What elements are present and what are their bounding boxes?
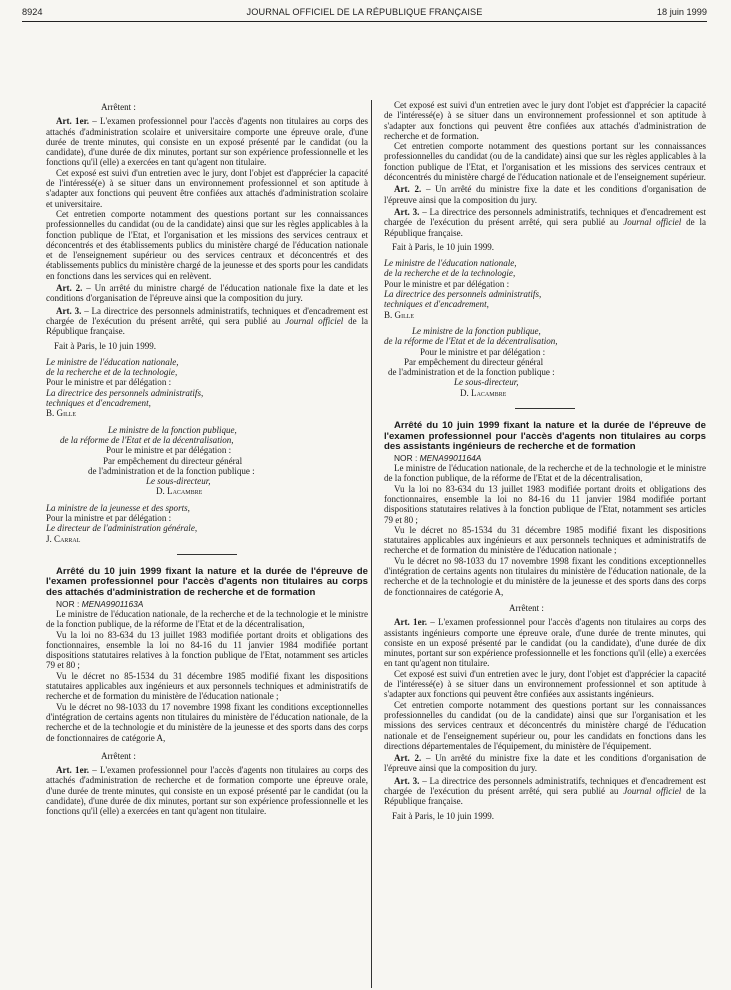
visa: Vu le décret no 98-1033 du 17 novembre 1998 fixant les conditions exceptionnelles d'intégration de certains agents non titulaires du ministère de l'éducation nationale, de la recherche et de la technologie et du ministère de la jeunesse et des sports dans des corps de fonctionnaires de catégorie A, <box>46 701 368 743</box>
article-label: Art. 2. <box>56 283 83 294</box>
visa: Vu la loi no 83-634 du 13 juillet 1983 modifiée portant droits et obligations des fonctionnaires, ensemble la loi no 84-16 du 11 janvier 1984 modifiée portant dispositions statutaires relatives à la fonction publique de l'Etat, notamment ses articles 79 et 80 ; <box>384 483 706 525</box>
page-number: 8924 <box>22 7 43 17</box>
preamble: Le ministre de l'éducation nationale, de la recherche et de la technologie et le ministre de la fonction publique, de la réforme de l'Etat et de la décentralisation, <box>46 608 368 630</box>
preamble: Le ministre de l'éducation nationale, de la recherche et de la technologie et le ministre de la fonction publique, de la réforme de l'Etat et de la décentralisation, <box>384 463 706 484</box>
signatory-name: B. Gille <box>46 408 77 419</box>
section-divider <box>515 408 575 409</box>
arretent-heading: Arrêtent : <box>101 750 136 761</box>
article-1: Art. 1er. – L'examen professionnel pour l'accès d'agents non titulaires au corps des attachés d'administration scolaire et universitaire comporte une épreuve orale, d'une durée de trente minutes, qui consiste en un exposé présenté par le candidat (ou la candidate), d'une durée de dix minutes, portant sur son expérience professionnelle et les fonctions qu'il (elle) a exercées en tant qu'agent non titulaire. <box>46 116 368 168</box>
article-1: Art. 1er. – L'examen professionnel pour l'accès d'agents non titulaires au corps des assistants ingénieurs comporte une épreuve orale, d'une durée de trente minutes, qui consiste en un exposé présenté par le candidat (ou la candidate), d'une durée de dix minutes, portant sur son expérience professionnelle et les fonctions qu'il (elle) a exercées en tant qu'agent non titulaire. <box>384 617 706 669</box>
visa: Vu le décret no 98-1033 du 17 novembre 1998 fixant les conditions exceptionnelles d'intégration de certains agents non titulaires du ministère de l'éducation nationale, de la recherche et de la technologie et du ministère de la jeunesse et des sports dans des corps de fonctionnaires de catégorie A, <box>384 555 706 597</box>
decree-title: Arrêté du 10 juin 1999 fixant la nature et la durée de l'épreuve de l'examen professionnel pour l'accès d'agents non titulaires au corps des assistants ingénieurs de recherche et de formation <box>384 420 706 453</box>
article-3: Art. 3. – La directrice des personnels administratifs, techniques et d'encadrement est chargée de l'exécution du présent arrêté, qui sera publié au Journal officiel de la République française. <box>46 305 368 337</box>
arretent-heading: Arrêtent : <box>509 602 544 613</box>
article-label: Art. 1er. <box>56 765 90 776</box>
article-3: Art. 3. – La directrice des personnels administratifs, techniques et d'encadrement est chargée de l'exécution du présent arrêté, qui sera publié au Journal officiel de la République française. <box>384 775 706 807</box>
visa: Vu le décret no 85-1534 du 31 décembre 1985 modifié fixant les dispositions statutaires applicables aux ingénieurs et aux personnels techniques et administratifs de recherche et de formation du ministère de l'éducation nationale ; <box>46 670 368 702</box>
article-label: Art. 3. <box>394 206 420 217</box>
signature-block: Le ministre de l'éducation nationale, de la recherche et de la technologie, Pour le ministre et par délégation : La directrice des personnels administratifs, techniques et d'encadrement, B. Gille <box>384 258 706 320</box>
article-label: Art. 3. <box>394 775 420 786</box>
signatory-name: B. Gille <box>384 309 415 320</box>
page-header <box>22 3 707 22</box>
article-label: Art. 3. <box>56 305 82 316</box>
article-2: Art. 2. – Un arrêté du ministre fixe la date et les conditions d'organisation de l'épreuve ainsi que la composition du jury. <box>384 753 706 774</box>
article-1-paragraph: Cet exposé est suivi d'un entretien avec le jury dont l'objet est d'apprécier la capacité de l'intéressé(e) à se situer dans un environnement professionnel et son aptitude à s'adapter aux fonctions qui peuvent être confiées aux attachés d'administration de recherche et de formation. <box>384 100 706 141</box>
visa: Vu le décret no 85-1534 du 31 décembre 1985 modifié fixant les dispositions statutaires applicables aux ingénieurs et aux personnels techniques et administratifs de recherche et de formation du ministère de l'éducation nationale ; <box>384 524 706 556</box>
article-3: Art. 3. – La directrice des personnels administratifs, techniques et d'encadrement est chargée de l'exécution du présent arrêté, qui sera publié au Journal officiel de la République française. <box>384 206 706 238</box>
section-divider <box>177 554 237 555</box>
article-1-paragraph: Cet exposé est suivi d'un entretien avec le jury, dont l'objet est d'apprécier la capacité de l'intéressé(e) à se situer dans un environnement professionnel et son aptitude à s'adapter aux fonctions qui peuvent être confiées aux attachés d'administration scolaire et universitaire. <box>46 167 368 209</box>
decree-title: Arrêté du 10 juin 1999 fixant la nature et la durée de l'épreuve de l'examen professionnel pour l'accès d'agents non titulaires au corps des attachés d'administration de recherche et de formation <box>46 565 368 599</box>
arretent-heading: Arrêtent : <box>101 102 136 112</box>
signatory-name: J. Carral <box>46 533 81 544</box>
signatory-name: D. Lacambre <box>156 486 203 497</box>
column-divider <box>371 100 372 988</box>
article-2: Art. 2. – Un arrêté du ministre chargé de l'éducation nationale fixe la date et les conditions d'organisation de l'épreuve ainsi que la composition du jury. <box>46 283 368 304</box>
nor-reference: NOR : MENA9901163A <box>56 598 144 609</box>
signature-date: Fait à Paris, le 10 juin 1999. <box>392 810 495 821</box>
article-label: Art. 1er. <box>394 617 428 628</box>
right-column <box>384 100 706 825</box>
issue-date: 18 juin 1999 <box>656 7 707 17</box>
article-label: Art. 2. <box>394 184 422 195</box>
journal-title: JOURNAL OFFICIEL DE LA RÉPUBLIQUE FRANÇAISE <box>246 7 483 17</box>
signature-date: Fait à Paris, le 10 juin 1999. <box>392 241 495 252</box>
article-1-paragraph: Cet entretien comporte notamment des questions portant sur les connaissances professionnelles du candidat (ou de la candidate) ainsi que sur l'organisation et les missions des services centraux et déconcentrés du ministère chargé de l'éducation nationale et de l'enseignement supérieur ou, pour les candidats en fonctions dans les directions départementales de l'équipement, du ministère de l'équipement. <box>384 699 706 751</box>
article-2: Art. 2. – Un arrêté du ministre fixe la date et les conditions d'organisation de l'épreuve ainsi que la composition du jury. <box>384 184 706 205</box>
signatory-name: D. Lacambre <box>460 387 507 398</box>
signature-block: Le ministre de l'éducation nationale, de la recherche et de la technologie, Pour le ministre et par délégation : La directrice des personnels administratifs, techniques et d'encadrement, B. Gille <box>46 357 368 419</box>
nor-reference: NOR : MENA9901164A <box>394 452 482 463</box>
article-label: Art. 1er. <box>56 116 90 127</box>
article-1-paragraph: Cet entretien comporte notamment des questions portant sur les connaissances professionnelles du candidat (ou de la candidate) ainsi que sur les règles applicables à la fonction publique de l'Etat, et l'organisation et les missions des services centraux et déconcentrés et des établissements publics du ministère chargé de l'éducation nationale et de l'enseignement supérieur ou des services centraux et déconcentrés et des établissements publics du ministère chargé de la jeunesse et des sports pour les candidats en fonctions dans les services qui en relèvent. <box>46 208 368 281</box>
signature-date: Fait à Paris, le 10 juin 1999. <box>54 340 157 351</box>
signature-block: Le ministre de la fonction publique, de la réforme de l'Etat et de la décentralisation, Pour le ministre et par délégation : Par empêchement du directeur général de l'administration et de la fonction publique : Le sous-directeur, D. Lacambre <box>46 425 368 497</box>
left-column <box>46 100 368 817</box>
signature-block: Le ministre de la fonction publique, de la réforme de l'Etat et de la décentralisation, Pour le ministre et par délégation : Par empêchement du directeur général de l'administration et de la fonction publique : Le sous-directeur, D. Lacambre <box>384 326 706 398</box>
signature-block: La ministre de la jeunesse et des sports, Pour la ministre et par délégation : Le directeur de l'administration générale, J. Carral <box>46 503 368 544</box>
article-1-paragraph: Cet exposé est suivi d'un entretien avec le jury, dont l'objet est d'apprécier la capacité de l'intéressé(e) à se situer dans un environnement professionnel et son aptitude à s'adapter aux fonctions qui peuvent être confiées aux assistants ingénieurs. <box>384 668 706 700</box>
article-label: Art. 2. <box>394 753 422 764</box>
visa: Vu la loi no 83-634 du 13 juillet 1983 modifiée portant droits et obligations des fonctionnaires, ensemble la loi no 84-16 du 11 janvier 1984 modifiée portant dispositions statutaires relatives à la fonction publique de l'Etat, notamment ses articles 79 et 80 ; <box>46 629 368 671</box>
article-1: Art. 1er. – L'examen professionnel pour l'accès d'agents non titulaires au corps des attachés d'administration de recherche et de formation comporte une épreuve orale, d'une durée de trente minutes, qui consiste en un exposé présenté par le candidat (ou la candidate), d'une durée de dix minutes, portant sur son expérience professionnelle et les fonctions qu'il (elle) a exercées en tant qu'agent non titulaire. <box>46 765 368 817</box>
article-1-paragraph: Cet entretien comporte notamment des questions portant sur les connaissances professionnelles du candidat (ou de la candidate) ainsi que sur les règles applicables à la fonction publique de l'Etat, et l'organisation et les missions des services centraux et déconcentrés du ministère chargé de l'éducation nationale et de l'enseignement supérieur. <box>384 141 706 183</box>
